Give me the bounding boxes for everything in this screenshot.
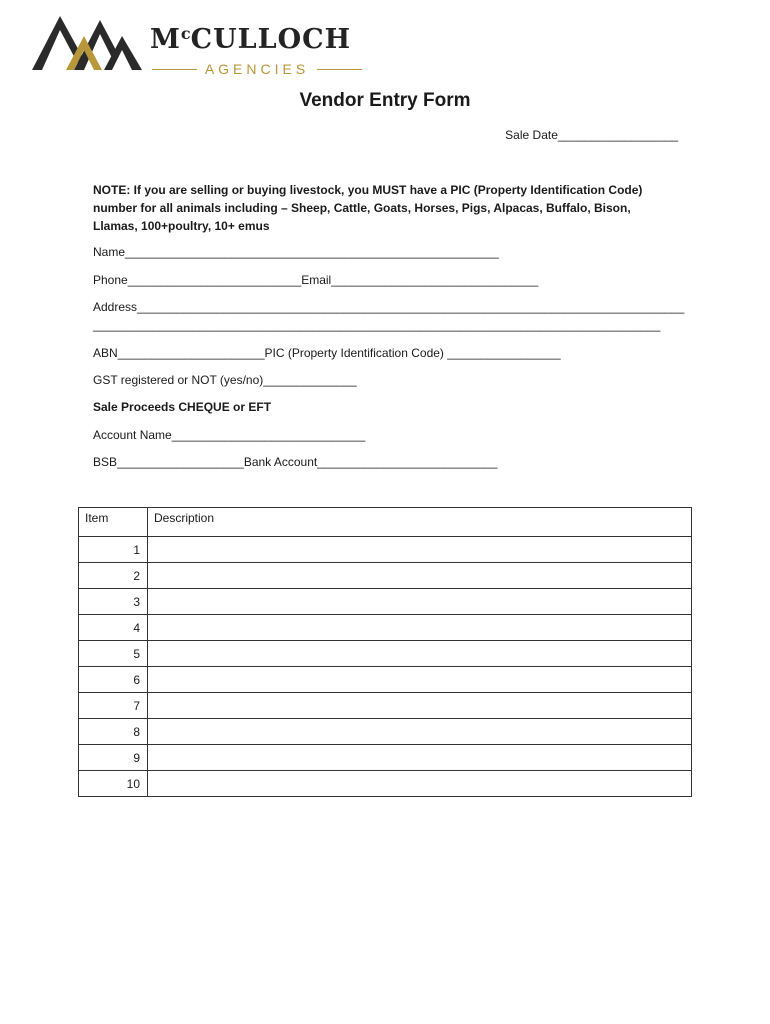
description-cell[interactable] [148,745,692,771]
items-table [78,507,692,797]
bsb-bank-field[interactable]: BSB___________________Bank Account___________________________ [93,455,498,469]
item-number: 7 [79,693,148,719]
name-field[interactable]: Name________________________________________________________ [93,245,499,259]
table-row [79,693,692,719]
address-field-line2[interactable]: _____________________________________________________________________________________ [93,318,661,332]
description-cell[interactable] [148,563,692,589]
brand-subtitle [152,62,362,76]
description-cell[interactable] [148,719,692,745]
abn-pic-field[interactable]: ABN______________________PIC (Property Identification Code) _________________ [93,346,561,360]
description-cell[interactable] [148,771,692,797]
description-cell[interactable] [148,667,692,693]
description-cell[interactable] [148,615,692,641]
account-name-field[interactable]: Account Name_____________________________ [93,428,366,442]
table-row [79,667,692,693]
table-row [79,563,692,589]
mountain-logo-icon [30,12,145,72]
phone-email-field[interactable]: Phone__________________________Email_______________________________ [93,273,539,287]
item-number: 6 [79,667,148,693]
table-row [79,719,692,745]
table-row [79,745,692,771]
table-row [79,615,692,641]
pic-note: NOTE: If you are selling or buying livestock, you MUST have a PIC (Property Identification Code) number for all animals including – Sheep, Cattle, Goats, Horses, Pigs, Alpacas, Buffalo, Bison, Llamas, 100+poultry, 10+ emus [93,183,643,233]
table-row [79,589,692,615]
table-header-row [79,508,692,537]
address-field[interactable]: Address__________________________________________________________________________________ [93,300,685,314]
item-number: 9 [79,745,148,771]
header-description: Description [148,508,692,537]
form-title: Vendor Entry Form [299,90,471,111]
table-row [79,771,692,797]
description-cell[interactable] [148,641,692,667]
item-number: 10 [79,771,148,797]
table-row [79,537,692,563]
gst-field[interactable]: GST registered or NOT (yes/no)______________ [93,373,357,387]
brand-name: $M^cCULLOCH$ [150,24,352,55]
item-number: 2 [79,563,148,589]
item-number: 4 [79,615,148,641]
description-cell[interactable] [148,589,692,615]
sale-date-field[interactable]: Sale Date__________________ [505,128,678,142]
item-number: 5 [79,641,148,667]
company-logo [30,12,352,77]
item-number: 8 [79,719,148,745]
table-row [79,641,692,667]
description-cell[interactable] [148,693,692,719]
item-number: 3 [79,589,148,615]
brand-subtitle-text: AGENCIES [204,61,310,77]
sale-proceeds-heading: Sale Proceeds CHEQUE or EFT [93,400,272,414]
description-cell[interactable] [148,537,692,563]
header-item: Item [79,508,148,537]
item-number: 1 [79,537,148,563]
